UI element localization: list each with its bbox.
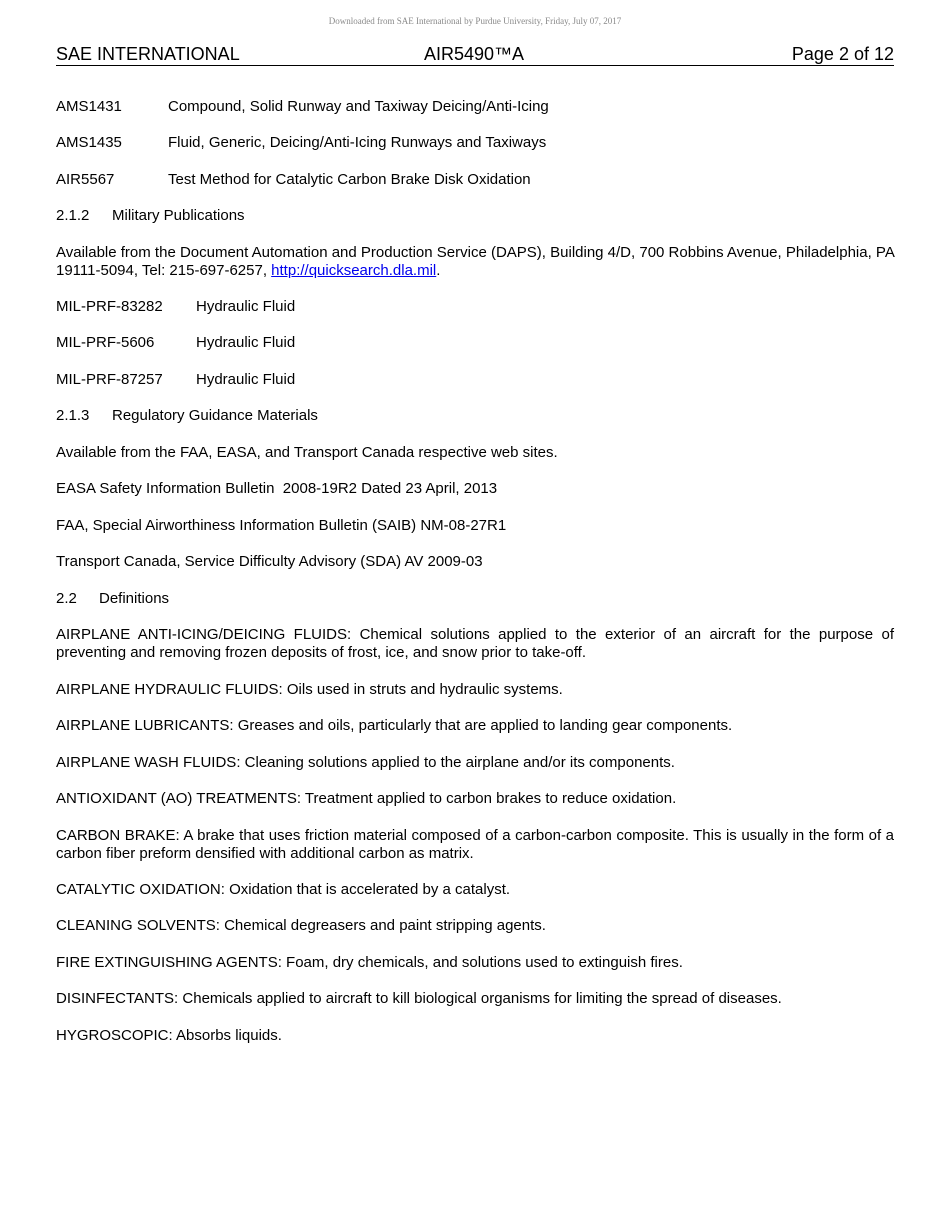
reference-title: Hydraulic Fluid	[196, 371, 296, 388]
section-title: Regulatory Guidance Materials	[112, 407, 318, 424]
regulatory-line: EASA Safety Information Bulletin 2008-19R2 Dated 23 April, 2013	[56, 480, 498, 497]
regulatory-line: Transport Canada, Service Difficulty Advisory (SDA) AV 2009-03	[56, 553, 483, 570]
definition-paragraph: FIRE EXTINGUISHING AGENTS: Foam, dry chemicals, and solutions used to extinguish fires.	[56, 954, 683, 971]
section-heading-2-2	[56, 590, 169, 608]
reference-code: AMS1435	[56, 134, 122, 151]
reference-row	[56, 98, 549, 116]
page-header	[56, 44, 894, 66]
header-document-id: AIR5490™A	[424, 44, 525, 64]
reference-title: Test Method for Catalytic Carbon Brake Disk Oxidation	[168, 171, 531, 188]
reference-code: MIL-PRF-5606	[56, 334, 155, 351]
definition-paragraph: AIRPLANE WASH FLUIDS: Cleaning solutions applied to the airplane and/or its components.	[56, 754, 675, 771]
section-number: 2.2	[56, 590, 77, 607]
definition-paragraph: CATALYTIC OXIDATION: Oxidation that is accelerated by a catalyst.	[56, 881, 511, 898]
header-page-number: Page 2 of 12	[791, 44, 894, 64]
reference-title: Compound, Solid Runway and Taxiway Deicing/Anti-Icing	[168, 98, 549, 115]
reference-row	[56, 371, 295, 389]
header-publisher: SAE INTERNATIONAL	[56, 44, 240, 64]
reference-row	[56, 298, 295, 316]
section-number: 2.1.2	[56, 207, 90, 224]
reference-code: AMS1431	[56, 98, 122, 115]
reference-title: Fluid, Generic, Deicing/Anti-Icing Runways and Taxiways	[168, 134, 547, 151]
daps-text: Available from the Document Automation and Production Service (DAPS), Building 4/D, 700 Robbins Avenue, Philadelphia, PA 19111-5094, Tel: 215-697-6257,	[56, 244, 894, 279]
daps-paragraph	[56, 244, 894, 280]
regulatory-line: FAA, Special Airworthiness Information Bulletin (SAIB) NM-08-27R1	[56, 517, 507, 534]
daps-text-end: .	[436, 262, 441, 279]
reference-code: AIR5567	[56, 171, 115, 188]
section-title: Definitions	[99, 590, 170, 607]
reference-row	[56, 134, 546, 152]
definition-paragraph: AIRPLANE ANTI-ICING/DEICING FLUIDS: Chemical solutions applied to the exterior of an aircraft for the purpose of preventing and removing frozen deposits of frost, ice, and snow prior to take-off.	[56, 626, 894, 661]
section-heading-2-1-3	[56, 407, 318, 425]
reference-row	[56, 171, 531, 189]
definition-paragraph: AIRPLANE HYDRAULIC FLUIDS: Oils used in struts and hydraulic systems.	[56, 681, 563, 698]
definition-paragraph: DISINFECTANTS: Chemicals applied to aircraft to kill biological organisms for limiting the spread of diseases.	[56, 990, 782, 1007]
section-number: 2.1.3	[56, 407, 90, 424]
reference-code: MIL-PRF-87257	[56, 371, 163, 388]
definition-paragraph: HYGROSCOPIC: Absorbs liquids.	[56, 1027, 282, 1044]
reference-code: MIL-PRF-83282	[56, 298, 163, 315]
reference-title: Hydraulic Fluid	[196, 334, 296, 351]
definition-paragraph: AIRPLANE LUBRICANTS: Greases and oils, particularly that are applied to landing gear components.	[56, 717, 733, 734]
reference-row	[56, 334, 295, 352]
section-heading-2-1-2	[56, 207, 245, 225]
definition-paragraph: ANTIOXIDANT (AO) TREATMENTS: Treatment applied to carbon brakes to reduce oxidation.	[56, 790, 677, 807]
download-watermark: Downloaded from SAE International by Purdue University, Friday, July 07, 2017	[328, 16, 622, 26]
reference-title: Hydraulic Fluid	[196, 298, 296, 315]
quicksearch-link[interactable]: http://quicksearch.dla.mil	[271, 262, 437, 279]
definition-paragraph: CLEANING SOLVENTS: Chemical degreasers and paint stripping agents.	[56, 917, 546, 934]
section-title: Military Publications	[112, 207, 245, 224]
regulatory-line: Available from the FAA, EASA, and Transport Canada respective web sites.	[56, 444, 558, 461]
definition-paragraph: CARBON BRAKE: A brake that uses friction material composed of a carbon-carbon composite. This is usually in the form of a carbon fiber preform densified with additional carbon as matrix.	[56, 827, 894, 862]
